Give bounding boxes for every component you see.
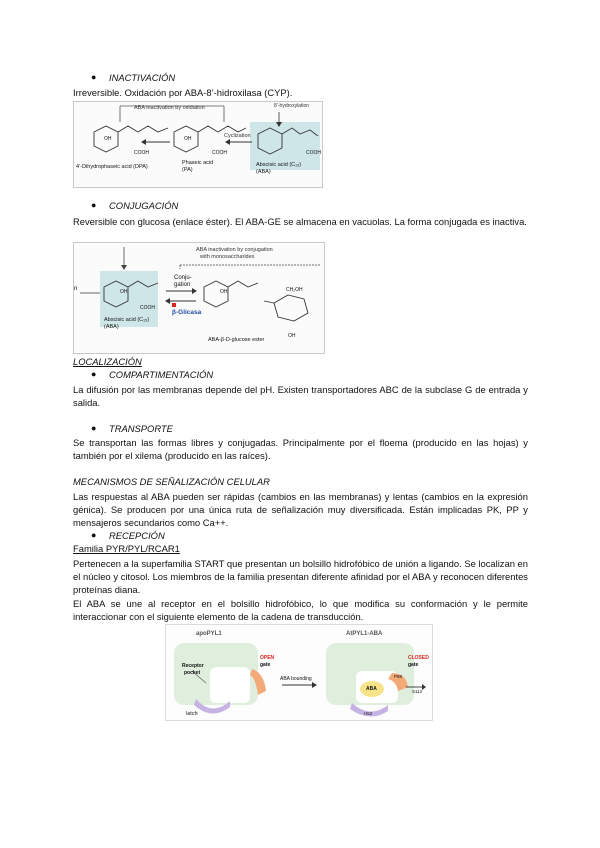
label-s112: S112 (412, 689, 423, 694)
label-aba-cooh: COOH (306, 150, 321, 156)
label-dpa-oh: OH (104, 136, 112, 142)
label-dpa: 4’-Dihydrophaseic acid (DPA) (76, 164, 148, 170)
label-aba-abbr: (ABA) (104, 324, 119, 330)
heading-transporte: TRANSPORTE (109, 423, 173, 434)
label-ester-oh: OH (220, 289, 228, 295)
heading-recepcion: RECEPCIÓN (109, 530, 165, 541)
label-conj1: Conju- (174, 275, 192, 281)
label-ch2oh: CH₂OH (286, 287, 303, 293)
apo-receptor-pocket (210, 667, 250, 703)
text-mecanismos: Las respuestas al ABA pueden ser rápidas (cambios en las membranas) y lentas (cambios en la expresión génica). Se producen por una única ruta de señalización muy diversificada. Están implicadas PK, PP y mensajeros secundarios como Ca++. (73, 491, 528, 529)
family-title: Familia PYR/PYL/RCAR1 (73, 543, 180, 554)
text-conjugacion: Reversible con glucosa (enlace éster). El ABA-GE se almacena en vacuolas. La forma conjugada es inactiva. (73, 216, 527, 227)
glucose-ring (274, 295, 308, 321)
label-closed2: gate (408, 662, 419, 668)
conjugation-diagram (74, 243, 324, 353)
figure-aba-conjugation (73, 242, 325, 354)
label-conj2: gation (174, 282, 191, 288)
label-enzyme: β-Glicasa (172, 309, 202, 316)
label-aba-oh: OH (120, 289, 128, 295)
receptor-diagram (166, 625, 432, 720)
oxidation-diagram (74, 102, 322, 187)
label-aba-name: Abscisic acid (C₁₅) (104, 317, 150, 323)
label-latch: latch (186, 711, 198, 717)
label-hydroxylation: 8’-hydroxylation (274, 103, 310, 109)
text-recepcion-2: El ABA se une al receptor en el bolsillo hidrofóbico, lo que modifica su conformación y le permite interaccionar con el siguiente elemento de la cadena de transducción. (73, 598, 528, 623)
bullet-recepcion: ● (91, 530, 97, 540)
bullet-conjugacion: ● (91, 200, 97, 210)
heading-localizacion: LOCALIZACIÓN (73, 356, 142, 367)
text-transporte: Se transportan las formas libres y conjugadas. Principalmente por el floema (producido en las hojas) y también por el xilema (producido en las raíces). (73, 437, 528, 462)
text-inactivacion: Irreversible. Oxidación por ABA-8’-hidroxilasa (CYP). (73, 87, 293, 98)
heading-mecanismos: MECANISMOS DE SEÑALIZACIÓN CELULAR (73, 476, 270, 487)
bullet-inactivacion: ● (91, 72, 97, 82)
label-aba-cooh: COOH (140, 305, 155, 311)
label-conj-banner2: with monosaccharides (200, 254, 255, 260)
label-pa-cooh: COOH (212, 150, 227, 156)
label-glucose-oh: OH (288, 333, 296, 339)
label-open2: gate (260, 662, 271, 668)
bullet-compartimentacion: ● (91, 369, 97, 379)
label-aba-bounding: ABA bounding (280, 676, 312, 682)
figure-pyl-receptor (165, 624, 433, 721)
label-open1: OPEN (260, 655, 275, 661)
label-aba-name: Abscisic acid (C₁₅) (256, 162, 302, 168)
enzyme-marker (172, 303, 176, 307)
figure-aba-oxidation (73, 101, 323, 188)
label-receptor2: pocket (184, 670, 201, 676)
label-n: n (74, 286, 78, 292)
label-aba: ABA (366, 686, 377, 692)
label-p88: P88 (394, 674, 403, 679)
text-recepcion-1: Pertenecen a la superfamilia START que presentan un bolsillo hidrofóbico de unión a ligando. Se localizan en el núcleo y citosol. Los miembros de la familia presentan diferente afinidad por el ABA y reconocen diferentes proteínas diana. (73, 558, 528, 596)
label-h52: H52 (364, 711, 373, 716)
bullet-transporte: ● (91, 423, 97, 433)
heading-inactivacion: INACTIVACIÓN (109, 72, 176, 83)
text-compartimentacion: La difusión por las membranas depende del pH. Existen transportadores ABC de la subclase G de entrada y salida. (73, 384, 528, 409)
heading-compartimentacion: COMPARTIMENTACIÓN (109, 369, 214, 380)
label-pa-abbr: (PA) (182, 167, 193, 173)
label-pa-name: Phaseic acid (182, 160, 214, 166)
label-conj-banner1: ABA inactivation by conjugation (196, 247, 273, 253)
label-dpa-cooh: COOH (134, 150, 149, 156)
label-apopyl1: apoPYL1 (196, 631, 222, 637)
label-cyclization: Cyclization (224, 133, 251, 139)
label-pa-oh: OH (184, 136, 192, 142)
label-aba-abbr: (ABA) (256, 169, 271, 175)
heading-conjugacion: CONJUGACIÓN (109, 200, 179, 211)
label-oxidation-banner: ABA inactivation by oxidation (134, 105, 205, 111)
label-receptor1: Receptor (182, 663, 204, 669)
label-ester: ABA-β-D-glucose ester (208, 337, 265, 343)
label-atpyl1-aba: AtPYL1-ABA (346, 631, 383, 637)
label-closed1: CLOSED (408, 655, 429, 661)
